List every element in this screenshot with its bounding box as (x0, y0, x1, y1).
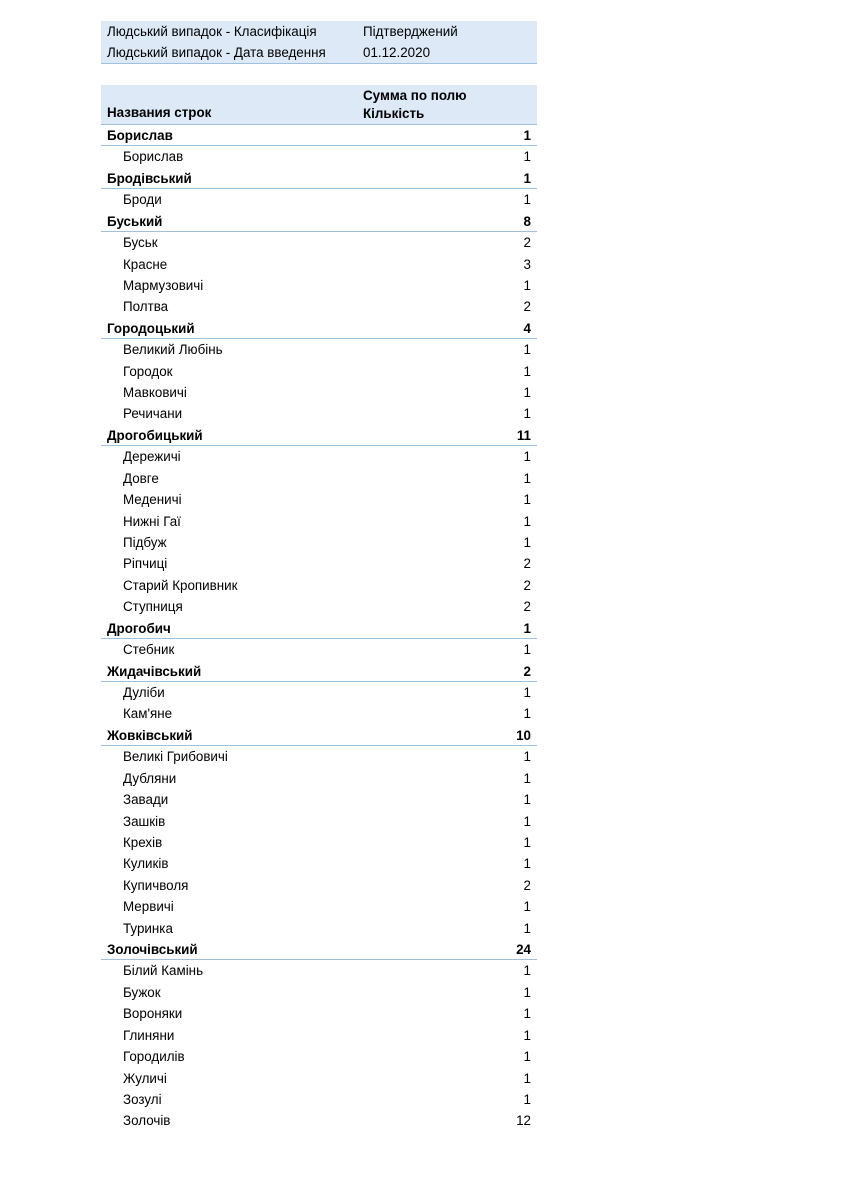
item-row (101, 1046, 537, 1067)
item-value: 1 (523, 277, 531, 293)
item-name: Полтва (123, 299, 169, 315)
item-name: Мавковичі (123, 385, 187, 401)
item-row (101, 146, 537, 167)
item-row (101, 1110, 537, 1131)
item-value: 1 (523, 642, 531, 658)
item-row (101, 703, 537, 724)
group-total: 1 (523, 128, 531, 143)
item-name: Дубляни (123, 770, 177, 786)
item-value: 1 (523, 706, 531, 722)
item-row (101, 960, 537, 981)
item-value: 1 (523, 535, 531, 551)
pivot-table (101, 85, 537, 1132)
item-value: 1 (523, 749, 531, 765)
item-name: Туринка (123, 920, 173, 936)
group-row (101, 661, 537, 682)
item-value: 1 (523, 984, 531, 1000)
item-row (101, 746, 537, 767)
item-value: 1 (523, 149, 531, 165)
item-value: 1 (523, 899, 531, 915)
item-value: 1 (523, 406, 531, 422)
value-header-line2: Кількість (363, 106, 425, 121)
item-name: Дуліби (123, 684, 165, 700)
item-name: Старий Кропивник (123, 577, 238, 593)
item-name: Великі Грибовичі (123, 749, 228, 765)
item-name: Мервичі (123, 899, 174, 915)
group-row (101, 125, 537, 146)
item-value: 1 (523, 1091, 531, 1107)
item-value: 1 (523, 385, 531, 401)
group-total: 1 (523, 620, 531, 636)
item-value: 3 (523, 256, 531, 272)
item-value: 1 (523, 1006, 531, 1022)
group-name: Золочівський (107, 942, 198, 958)
filter-label: Людський випадок - Класифікація (107, 24, 317, 39)
item-value: 1 (523, 770, 531, 786)
value-header (363, 87, 467, 123)
item-value: 1 (523, 192, 531, 208)
item-name: Глиняни (123, 1027, 175, 1043)
group-name: Борислав (107, 128, 173, 143)
item-value: 1 (523, 1027, 531, 1043)
group-row (101, 211, 537, 232)
item-row (101, 232, 537, 253)
item-name: Красне (123, 256, 168, 272)
item-value: 12 (516, 1113, 531, 1129)
item-row (101, 254, 537, 275)
filter-label: Людський випадок - Дата введення (107, 45, 326, 60)
group-row (101, 318, 537, 339)
item-row (101, 339, 537, 360)
group-name: Дрогобицький (107, 427, 203, 443)
item-row (101, 982, 537, 1003)
item-name: Нижні Гаї (123, 513, 181, 529)
item-name: Зашків (123, 813, 166, 829)
item-row (101, 361, 537, 382)
item-row (101, 489, 537, 510)
item-row (101, 511, 537, 532)
item-row (101, 403, 537, 424)
item-name: Кам'яне (123, 706, 173, 722)
item-value: 1 (523, 792, 531, 808)
item-row (101, 1003, 537, 1024)
item-row (101, 296, 537, 317)
item-row (101, 789, 537, 810)
item-name: Купичволя (123, 877, 189, 893)
group-total: 10 (516, 727, 531, 743)
item-name: Золочів (123, 1113, 171, 1129)
item-name: Завади (123, 792, 169, 808)
group-row (101, 725, 537, 746)
group-row (101, 618, 537, 639)
item-value: 1 (523, 1070, 531, 1086)
pivot-header (101, 85, 537, 125)
item-name: Великий Любінь (123, 342, 223, 358)
item-value: 1 (523, 920, 531, 936)
group-row (101, 939, 537, 960)
group-total: 8 (523, 213, 531, 229)
item-row (101, 639, 537, 660)
item-value: 1 (523, 470, 531, 486)
item-name: Вороняки (123, 1006, 183, 1022)
group-name: Буський (107, 213, 163, 229)
item-row (101, 275, 537, 296)
value-header-line1: Сумма по полю (363, 88, 467, 103)
item-row (101, 811, 537, 832)
pivot-rows (101, 125, 537, 1132)
item-row (101, 446, 537, 467)
item-value: 2 (523, 877, 531, 893)
group-row (101, 425, 537, 446)
group-total: 1 (523, 170, 531, 186)
group-name: Дрогобич (107, 620, 171, 636)
item-name: Броди (123, 192, 162, 208)
item-value: 1 (523, 513, 531, 529)
group-name: Городоцький (107, 320, 195, 336)
report-filters (101, 21, 537, 64)
filter-value: 01.12.2020 (363, 45, 431, 60)
item-name: Підбуж (123, 535, 167, 551)
item-row (101, 682, 537, 703)
item-row (101, 468, 537, 489)
item-row (101, 575, 537, 596)
item-name: Куликів (123, 856, 169, 872)
item-value: 1 (523, 684, 531, 700)
item-name: Ріпчиці (123, 556, 168, 572)
item-name: Городок (123, 363, 173, 379)
item-name: Дережичі (123, 449, 181, 465)
item-row (101, 768, 537, 789)
item-name: Буськ (123, 235, 158, 251)
item-value: 1 (523, 342, 531, 358)
item-value: 2 (523, 556, 531, 572)
item-value: 1 (523, 856, 531, 872)
item-name: Жуличі (123, 1070, 167, 1086)
item-name: Довге (123, 470, 159, 486)
item-value: 2 (523, 235, 531, 251)
item-row (101, 382, 537, 403)
group-name: Жидачівський (107, 663, 202, 679)
item-value: 1 (523, 834, 531, 850)
item-name: Бужок (123, 984, 161, 1000)
item-value: 1 (523, 1049, 531, 1065)
item-row (101, 918, 537, 939)
item-row (101, 1089, 537, 1110)
item-value: 1 (523, 813, 531, 829)
item-name: Речичани (123, 406, 183, 422)
item-name: Мармузовичі (123, 277, 204, 293)
item-name: Білий Камінь (123, 963, 204, 979)
item-row (101, 1025, 537, 1046)
item-row (101, 896, 537, 917)
item-row (101, 189, 537, 210)
item-name: Борислав (123, 149, 184, 165)
item-name: Ступниця (123, 599, 183, 615)
item-row (101, 853, 537, 874)
item-name: Городилів (123, 1049, 185, 1065)
filter-row-date (101, 42, 537, 63)
item-row (101, 875, 537, 896)
group-total: 4 (523, 320, 531, 336)
group-total: 2 (523, 663, 531, 679)
filter-row-classification (101, 21, 537, 42)
group-total: 24 (516, 942, 531, 958)
group-name: Бродівський (107, 170, 192, 186)
item-value: 1 (523, 492, 531, 508)
item-value: 1 (523, 363, 531, 379)
group-row (101, 168, 537, 189)
item-value: 2 (523, 577, 531, 593)
item-row (101, 553, 537, 574)
row-labels-header: Названия строк (107, 105, 212, 120)
item-name: Стебник (123, 642, 175, 658)
item-row (101, 832, 537, 853)
item-value: 1 (523, 449, 531, 465)
item-name: Меденичі (123, 492, 182, 508)
group-total: 11 (516, 427, 531, 443)
item-row (101, 596, 537, 617)
item-value: 1 (523, 963, 531, 979)
group-name: Жовківський (107, 727, 193, 743)
filter-value: Підтверджений (363, 24, 458, 39)
item-value: 2 (523, 599, 531, 615)
item-name: Зозулі (123, 1091, 162, 1107)
item-row (101, 1068, 537, 1089)
item-name: Крехів (123, 834, 163, 850)
item-value: 2 (523, 299, 531, 315)
item-row (101, 532, 537, 553)
